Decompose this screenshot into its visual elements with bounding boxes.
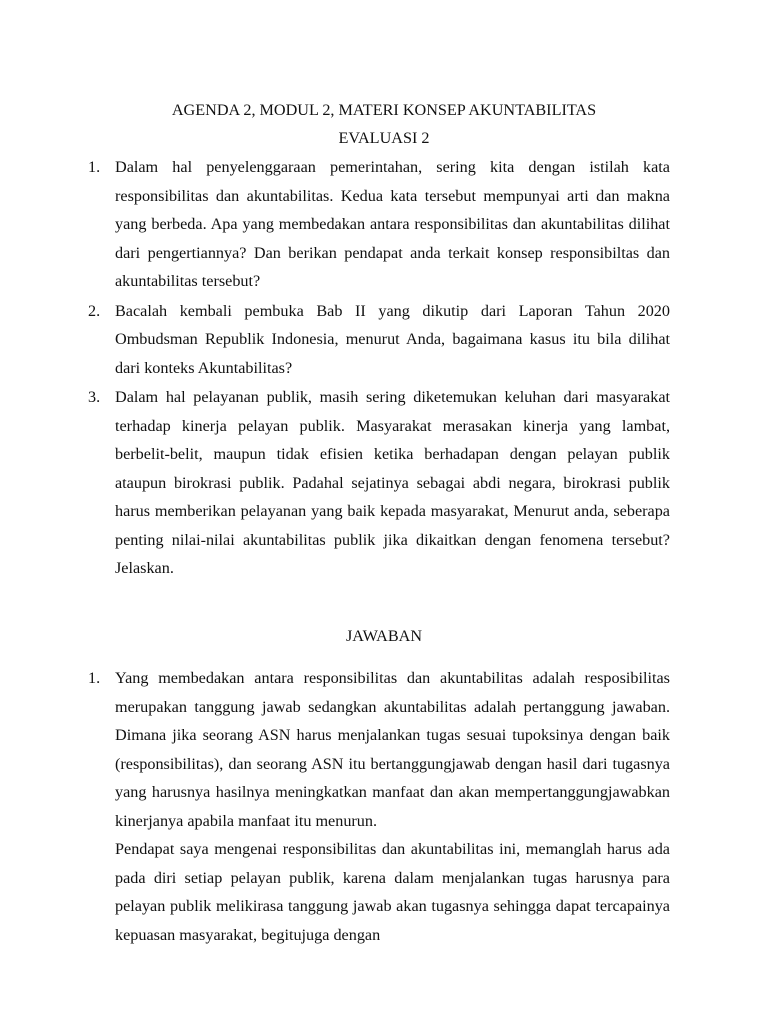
answers-list — [88, 664, 670, 949]
question-number: 2. — [88, 301, 101, 320]
question-item — [88, 297, 670, 383]
answer-paragraph: Pendapat saya mengenai responsibilitas dan akuntabilitas ini, memanglah harus ada pada diri setiap pelayan publik, karena dalam menjalankan tugas harusnya para pelayan publik melikirasa tanggung jawab akan tugasnya sehingga dapat tercapainya kepuasan masyarakat, begitujuga dengan — [115, 840, 670, 944]
question-number: 3. — [88, 388, 101, 406]
answer-item — [88, 664, 670, 835]
questions-list — [88, 153, 670, 583]
document-title: AGENDA 2, MODUL 2, MATERI KONSEP AKUNTABILITAS — [171, 101, 597, 119]
question-number: 1. — [88, 158, 101, 176]
answers-heading: JAWABAN — [345, 627, 423, 645]
answer-text: Yang membedakan antara responsibilitas dan akuntabilitas adalah resposibilitas merupakan tanggung jawab sedangkan akuntabilitas adalah pertanggung jawaban. Dimana jika seorang ASN harus menjalankan tugas sesuai tupoksinya dengan baik (responsibilitas), dan seorang ASN itu bertanggungjawab dengan hasil dari tugasnya yang harusnya hasilnya meningkatkan manfaat dan akan mempertanggungjawabkan kinerjanya apabila manfaat itu menurun. — [115, 669, 670, 830]
question-item — [88, 383, 670, 583]
question-text: Dalam hal penyelenggaraan pemerintahan, sering kita dengan istilah kata responsibilitas dan akuntabilitas. Kedua kata tersebut mempunyai arti dan makna yang berbeda. Apa yang membedakan antara responsibilitas dan akuntabilitas dilihat dari pengertiannya? Dan berikan pendapat anda terkait konsep responsibiltas dan akuntabilitas tersebut? — [115, 158, 670, 290]
answer-number: 1. — [88, 669, 101, 687]
question-text: Bacalah kembali pembuka Bab II yang dikutip dari Laporan Tahun 2020 Ombudsman Republik Indonesia, menurut Anda, bagaimana kasus itu bila dilihat dari konteks Akuntabilitas? — [115, 301, 670, 377]
question-text: Dalam hal pelayanan publik, masih sering diketemukan keluhan dari masyarakat terhadap kinerja pelayan publik. Masyarakat merasakan kinerja yang lambat, berbelit-belit, maupun tidak efisien ketika berhadapan dengan pelayan publik ataupun birokrasi publik. Padahal sejatinya sebagai abdi negara, birokrasi publik harus memberikan pelayanan yang baik kepada masyarakat, Menurut anda, seberapa penting nilai-nilai akuntabilitas publik jika dikaitkan dengan fenomena tersebut? Jelaskan. — [115, 388, 670, 577]
document-subtitle: EVALUASI 2 — [338, 129, 430, 147]
question-item — [88, 153, 670, 296]
